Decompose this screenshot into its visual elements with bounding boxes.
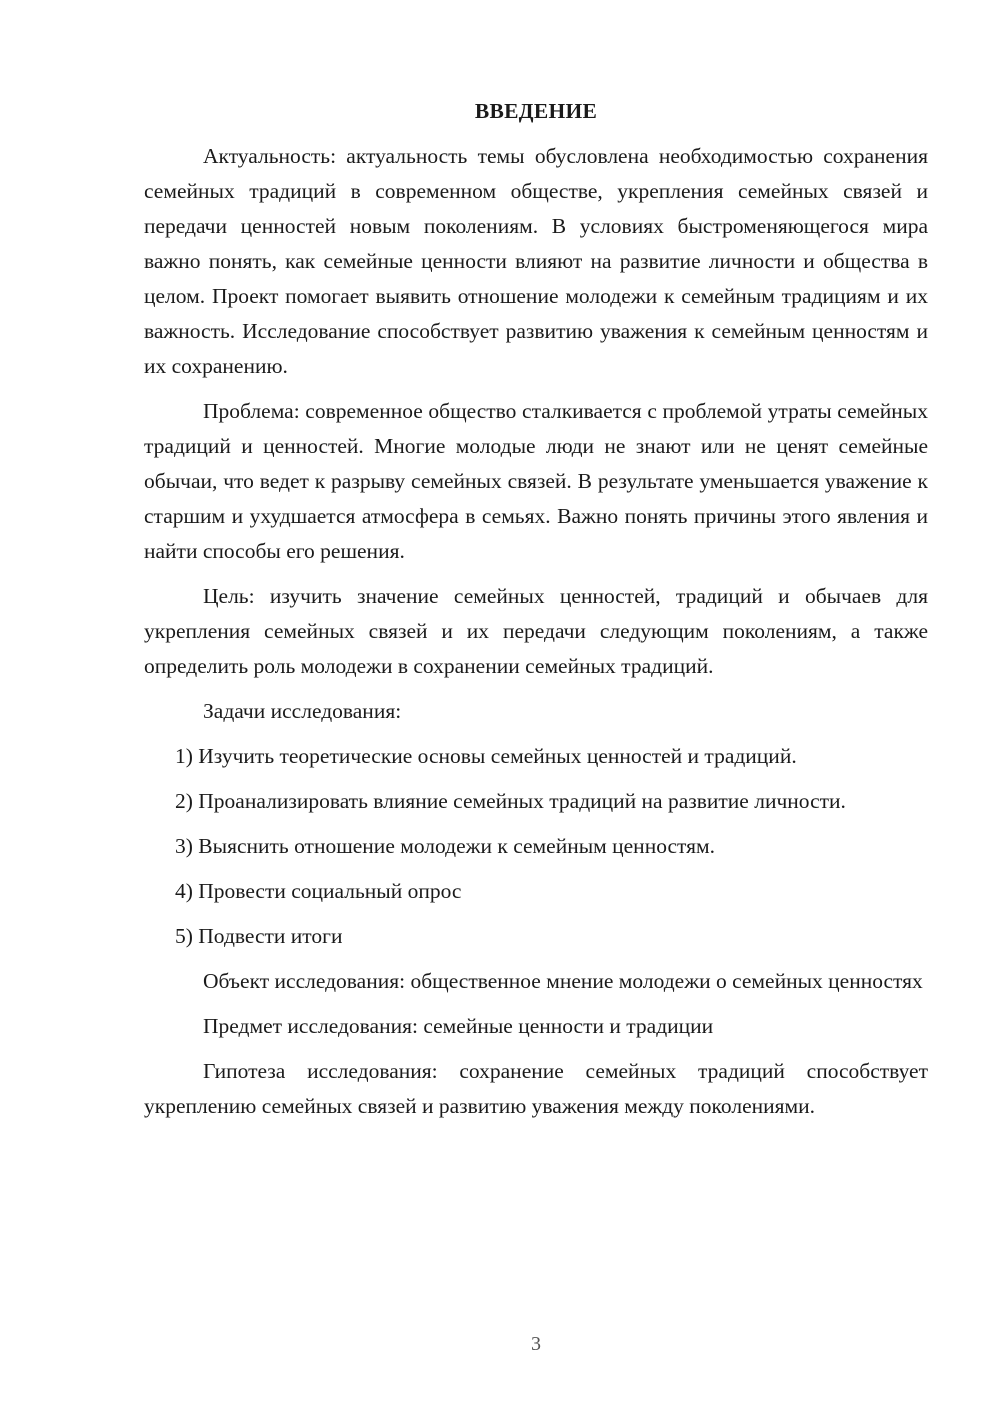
problem-paragraph: Проблема: современное общество сталкивается с проблемой утраты семейных традиций и ценностей. Многие молодые люди не знают или не ценят семейные обычаи, что ведет к разрыву семейных связей. В результате уменьшается уважение к старшим и ухудшается атмосфера в семьях. Важно понять причины этого явления и найти способы его решения. [144,399,928,563]
hypothesis-paragraph: Гипотеза исследования: сохранение семейных традиций способствует укреплению семейных связей и развитию уважения между поколениями. [144,1059,928,1118]
task-item-5: 5) Подвести итоги [175,924,343,948]
page-title: ВВЕДЕНИЕ [474,99,598,123]
task-item-1: 1) Изучить теоретические основы семейных ценностей и традиций. [175,744,797,768]
object-paragraph: Объект исследования: общественное мнение молодежи о семейных ценностях [203,969,923,993]
goal-paragraph: Цель: изучить значение семейных ценностей, традиций и обычаев для укрепления семейных связей и их передачи следующим поколениям, а также определить роль молодежи в сохранении семейных традиций. [144,584,928,678]
task-item-4: 4) Провести социальный опрос [175,879,462,903]
task-item-3: 3) Выяснить отношение молодежи к семейным ценностям. [175,834,716,858]
relevance-paragraph: Актуальность: актуальность темы обусловлена необходимостью сохранения семейных традиций в современном обществе, укрепления семейных связей и передачи ценностей новым поколениям. В условиях быстроменяющегося мира важно понять, как семейные ценности влияют на развитие личности и общества в целом. Проект помогает выявить отношение молодежи к семейным традициям и их важность. Исследование способствует развитию уважения к семейным ценностям и их сохранению. [144,144,928,378]
task-item-2: 2) Проанализировать влияние семейных традиций на развитие личности. [175,789,846,813]
page-content [144,94,928,1134]
page-number: 3 [531,1333,541,1355]
subject-paragraph: Предмет исследования: семейные ценности и традиции [203,1014,714,1038]
tasks-heading: Задачи исследования: [203,699,402,723]
